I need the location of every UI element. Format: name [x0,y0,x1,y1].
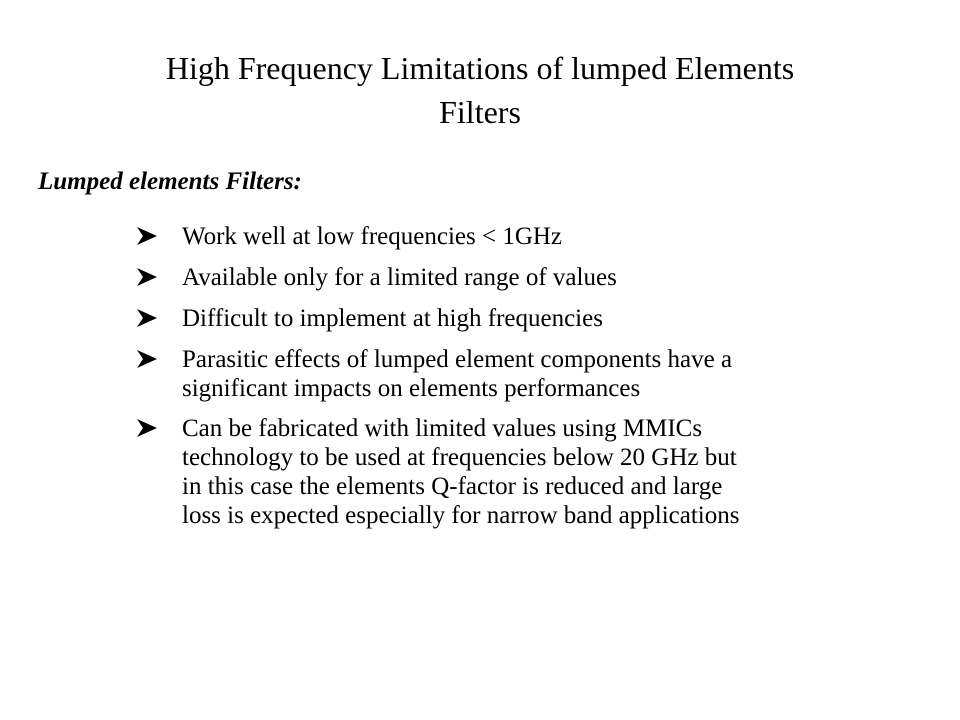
bullet-item [136,412,896,530]
bullet-list [136,220,896,539]
bullet-line: significant impacts on elements performances [182,375,641,402]
arrowhead-bullet-icon [136,343,182,375]
bullet-line: Parasitic effects of lumped element components have a [182,346,733,373]
arrowhead-bullet-icon [136,220,182,252]
bullet-text [182,302,603,333]
arrowhead-bullet-icon [136,412,182,444]
bullet-text [182,412,739,530]
section-heading: Lumped elements Filters: [38,168,302,195]
bullet-item [136,261,896,293]
bullet-item [136,220,896,252]
slide-title [60,46,900,134]
bullet-item [136,302,896,334]
bullet-line: Work well at low frequencies < 1GHz [182,223,563,250]
title-line-2: Filters [439,94,521,130]
bullet-line: loss is expected especially for narrow band applications [182,502,740,529]
bullet-line: Can be fabricated with limited values using MMICs [182,415,703,442]
arrowhead-bullet-icon [136,302,182,334]
bullet-text [182,343,732,403]
arrowhead-bullet-icon [136,261,182,293]
bullet-line: technology to be used at frequencies below 20 GHz but [182,444,737,471]
bullet-item [136,343,896,403]
bullet-text [182,261,617,292]
bullet-line: Available only for a limited range of values [182,264,617,291]
title-line-1: High Frequency Limitations of lumped Elements [165,50,795,86]
bullet-text [182,220,562,251]
bullet-line: in this case the elements Q-factor is reduced and large [182,473,723,500]
bullet-line: Difficult to implement at high frequencies [182,305,603,332]
